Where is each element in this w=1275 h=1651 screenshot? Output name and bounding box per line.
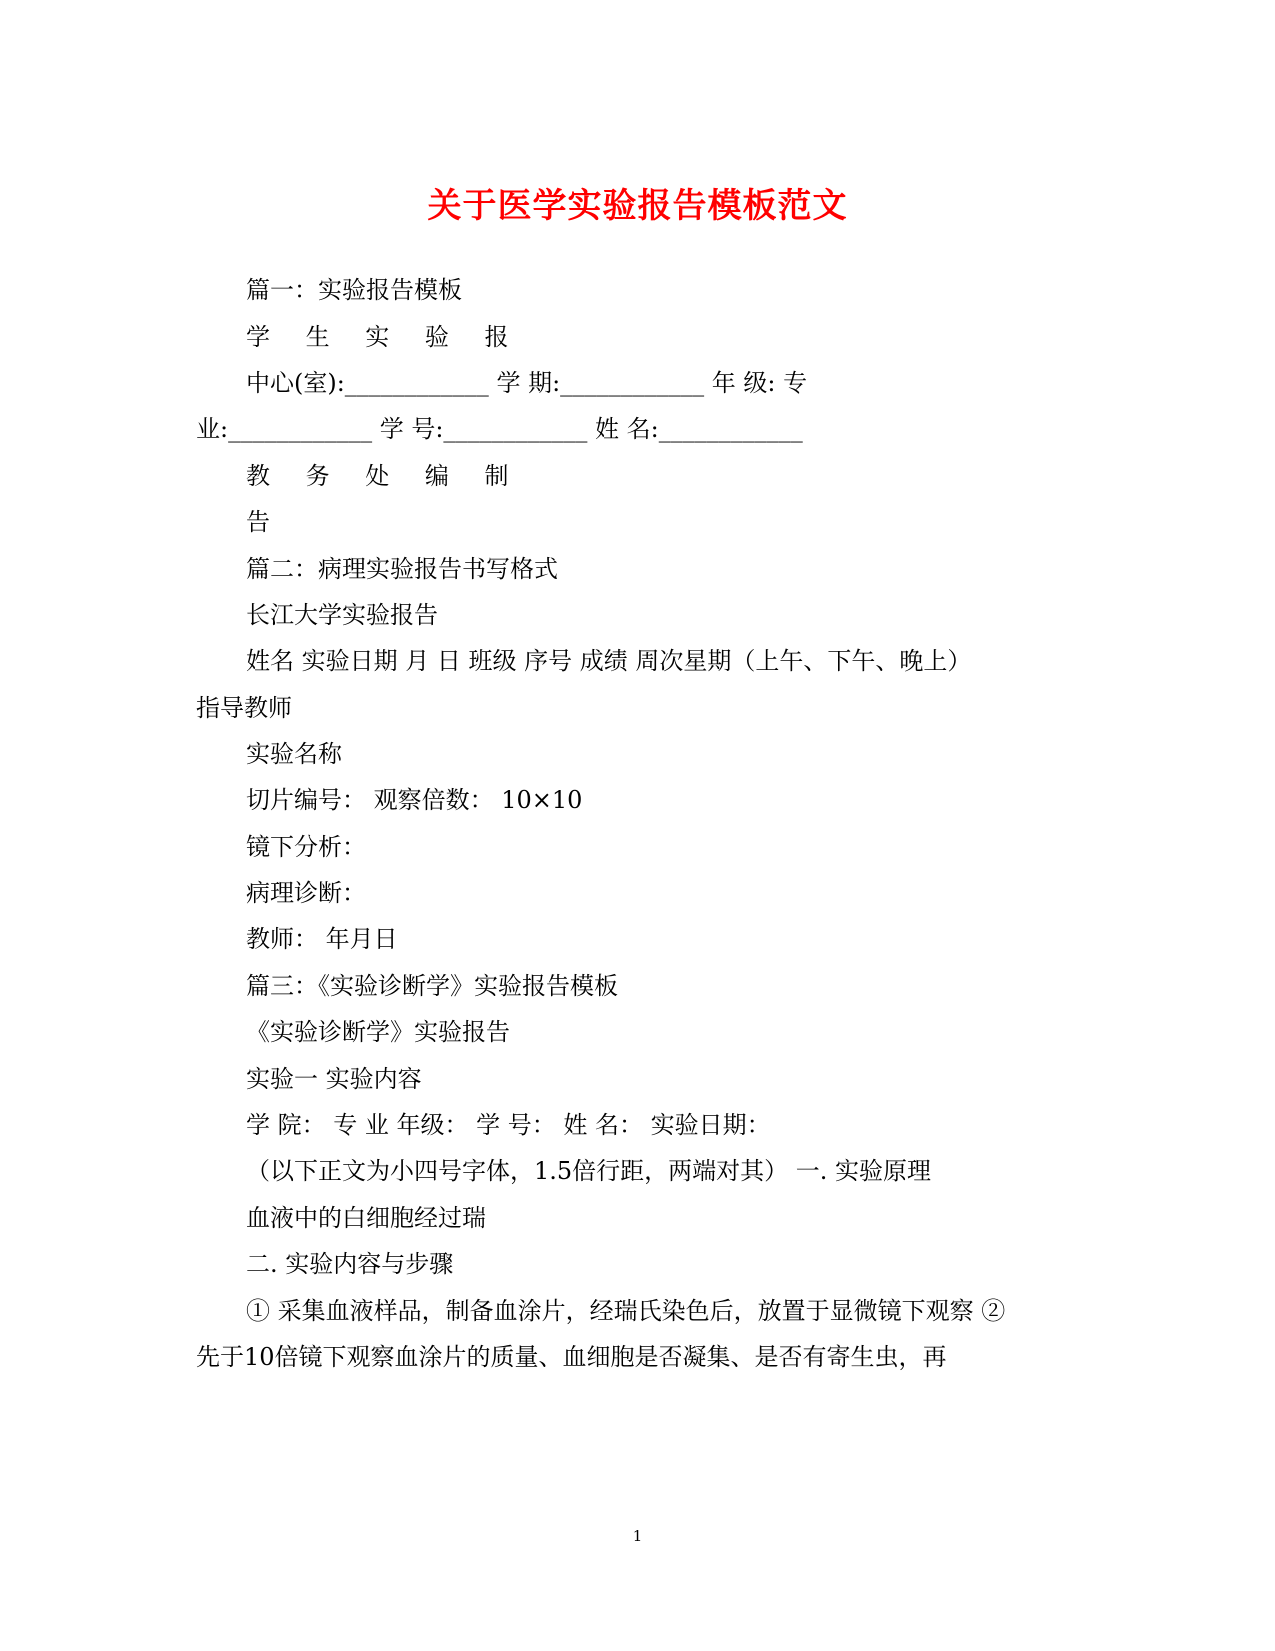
form-line: 业:____________ 学 号:____________ 姓 名:____________ — [196, 415, 803, 443]
text-line: 先于10倍镜下观察血涂片的质量、血细胞是否凝集、是否有寄生虫，再 — [196, 1343, 947, 1371]
text-line: 学 生 实 验 报 — [246, 323, 523, 351]
text-line: 姓名 实验日期 月 日 班级 序号 成绩 周次星期（上午、下午、晚上） — [246, 647, 972, 675]
page-number: 1 — [632, 1527, 643, 1545]
text-line: 实验一 实验内容 — [246, 1065, 422, 1093]
text-line: 镜下分析： — [246, 833, 366, 861]
text-line: 二. 实验内容与步骤 — [246, 1250, 454, 1278]
text-line: 教师： 年月日 — [246, 925, 398, 953]
text-line: ① 采集血液样品，制备血涂片，经瑞氏染色后，放置于显微镜下观察 ② — [246, 1297, 1006, 1325]
text-line: 教 务 处 编 制 — [246, 462, 523, 490]
text-line: 实验名称 — [246, 740, 342, 768]
text-line: 告 — [246, 508, 270, 536]
text-line: 病理诊断： — [246, 879, 366, 907]
text-line: 指导教师 — [196, 694, 292, 722]
section-heading-3: 篇三：《实验诊断学》实验报告模板 — [246, 972, 618, 1000]
section-heading-1: 篇一：实验报告模板 — [246, 276, 462, 304]
form-line: 中心(室):____________ 学 期:____________ 年 级: 专 — [246, 369, 808, 397]
document-title: 关于医学实验报告模板范文 — [427, 186, 848, 226]
text-line: 《实验诊断学》实验报告 — [246, 1018, 510, 1046]
text-line: 切片编号： 观察倍数： 10×10 — [246, 786, 583, 814]
text-line: （以下正文为小四号字体，1.5倍行距，两端对其） 一. 实验原理 — [246, 1157, 932, 1185]
text-line: 学 院： 专 业 年级： 学 号： 姓 名： 实验日期： — [246, 1111, 771, 1139]
text-line: 血液中的白细胞经过瑞 — [246, 1204, 486, 1232]
text-line: 长江大学实验报告 — [246, 601, 438, 629]
section-heading-2: 篇二：病理实验报告书写格式 — [246, 555, 558, 583]
